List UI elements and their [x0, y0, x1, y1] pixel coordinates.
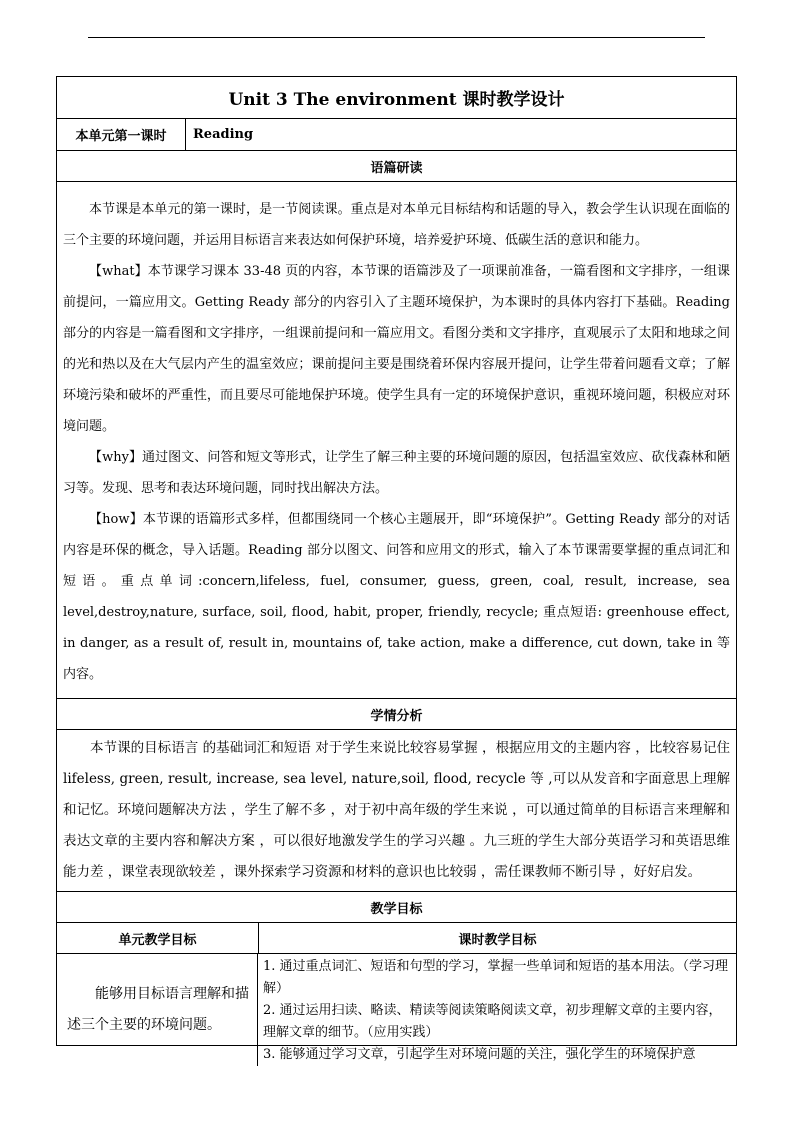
- student-analysis-heading: 学情分析: [57, 699, 736, 730]
- unit-goal-cell: [57, 954, 258, 1066]
- lesson-plan-table: [56, 76, 737, 1062]
- lesson-row: [57, 119, 736, 151]
- text-analysis-heading: 语篇研读: [57, 151, 736, 182]
- header-rule: [88, 37, 705, 38]
- student-analysis-paragraph: 本节课的目标语言 的基础词汇和短语 对于学生来说比较容易掌握 ，根据应用文的主题内容 ，比较容易记住 lifeless, green, result, increase, sea level, nature,soil, flood, recycle 等 ,可以从发音和字面意思上理解和记忆。环境问题解决方法 ，学生了解不多 ，对于初中高年级的学生来说 ，可以通过简单的目标语言来理解和表达文章的主要内容和解决方案 ，可以很好地激发学生的学习兴趣 。九三班的学生大部分英语学习和英语思维能力差 ，课堂表现欲较差 ，课外探索学习资源和材料的意识也比较弱 ，需任课教师不断引导 ，好好启发。: [63, 740, 730, 880]
- objectives-heading: 教学目标: [57, 892, 736, 923]
- document-title: Unit 3 The environment 课时教学设计: [57, 77, 736, 119]
- lesson-goals-cell: [258, 954, 736, 1066]
- lesson-goal-item: 2. 通过运用扫读、略读、精读等阅读策略阅读文章，初步理解文章的主要内容，理解文章的细节。（应用实践）: [263, 1003, 722, 1040]
- text-analysis-paragraph: 【how】本节课的语篇形式多样，但都围绕同一个核心主题展开，即“环境保护”。Getting Ready 部分的对话内容是环保的概念，导入话题。Reading 部分以图文、问答和应用文的形式，输入了本节课需要掌握的重点词汇和短语。重点单词:concern,lifeless, fuel, consumer, guess, green, coal, result, increase, sea level,destroy,nature, surface, soil, flood, habit, proper, friendly, recycle; 重点短语: greenhouse effect, in danger, as a result of, result in, mountains of, take action, make a difference, cut down, take in 等内容。: [63, 512, 730, 682]
- text-analysis-body: [57, 182, 736, 699]
- lesson-goal-item: 1. 通过重点词汇、短语和句型的学习，掌握一些单词和短语的基本用法。（学习理解）: [263, 959, 729, 996]
- text-analysis-paragraph: 【why】通过图文、问答和短文等形式，让学生了解三种主要的环境问题的原因，包括温室效应、砍伐森林和陋习等。发现、思考和表达环境问题，同时找出解决方法。: [63, 450, 730, 496]
- lesson-objectives-header: 课时教学目标: [458, 932, 537, 948]
- objectives-column-headers: [57, 923, 736, 954]
- lesson-value: Reading: [193, 127, 254, 142]
- text-analysis-paragraph: 【what】本节课学习课本 33-48 页的内容，本节课的语篇涉及了一项课前准备，一篇看图和文字排序，一组课前提问，一篇应用文。Getting Ready 部分的内容引入了主题环境保护，为本课时的具体内容打下基础。Reading 部分的内容是一篇看图和文字排序，一组课前提问和一篇应用文。看图分类和文字排序，直观展示了太阳和地球之间的光和热以及在大气层内产生的温室效应；课前提问主要是围绕着环保内容展开提问，让学生带着问题看文章；了解环境污染和破坏的严重性，而且要尽可能地保护环境。使学生具有一定的环境保护意识，重视环境问题，积极应对环境问题。: [63, 264, 730, 434]
- lesson-goal-item: 3. 能够通过学习文章，引起学生对环境问题的关注，强化学生的环境保护意: [263, 1047, 696, 1062]
- unit-goal-text: 能够用目标语言理解和描述三个主要的环境问题。: [67, 986, 249, 1033]
- unit-objectives-header: 单元教学目标: [57, 923, 259, 953]
- objectives-body: [57, 954, 736, 1066]
- text-analysis-paragraph: 本节课是本单元的第一课时，是一节阅读课。重点是对本单元目标结构和话题的导入，教会学生认识现在面临的三个主要的环境问题，并运用目标语言来表达如何保护环境，培养爱护环境、低碳生活的意识和能力。: [63, 202, 730, 248]
- student-analysis-body: [57, 730, 736, 892]
- lesson-label: 本单元第一课时: [57, 119, 186, 150]
